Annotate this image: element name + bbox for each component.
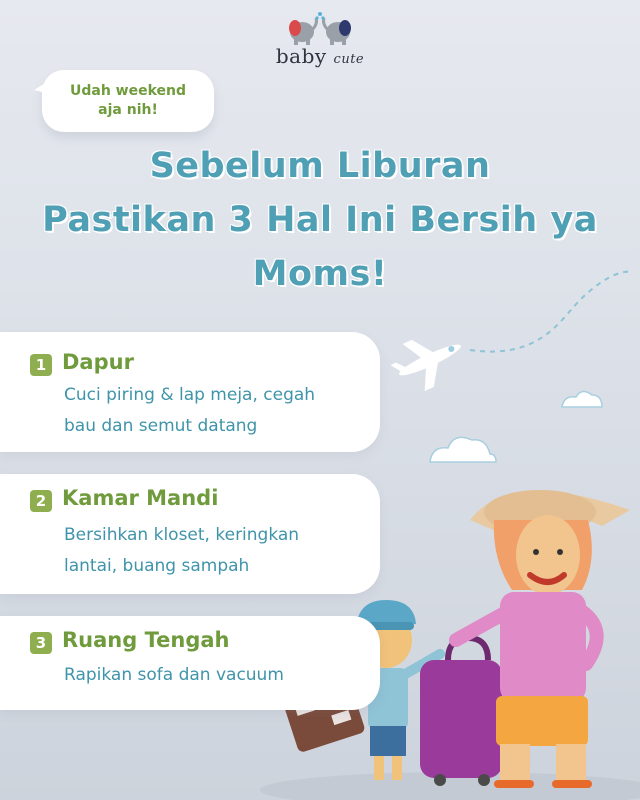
item-number-badge: 3 [30,632,52,654]
cloud-icon [430,391,602,462]
headline-line-1: Sebelum Liburan [149,146,491,186]
checklist-card-3 [0,616,380,710]
bubble-line-2: aja nih! [98,102,158,118]
bubble-line-1: Udah weekend [69,83,187,99]
item-description: Cuci piring & lap meja, cegah bau dan semut datang [64,385,316,436]
headline-line-2: Pastikan 3 Hal Ini Bersih ya [42,200,598,240]
checklist-card-2 [0,474,380,594]
flight-path [470,272,630,352]
item-title: Dapur [62,350,134,374]
checklist-card-1 [0,332,380,452]
item-number-badge: 2 [30,490,52,512]
item-number-badge: 1 [30,354,52,376]
headline-line-3: Moms! [252,254,388,294]
item-title: Ruang Tengah [62,628,230,652]
item-description: Rapikan sofa dan vacuum [64,665,284,685]
item-description: Bersihkan kloset, keringkan lantai, buang sampah [64,525,300,576]
item-title: Kamar Mandi [62,486,219,510]
airplane-icon [385,322,472,400]
brand-wordmark: baby cute [275,44,365,68]
